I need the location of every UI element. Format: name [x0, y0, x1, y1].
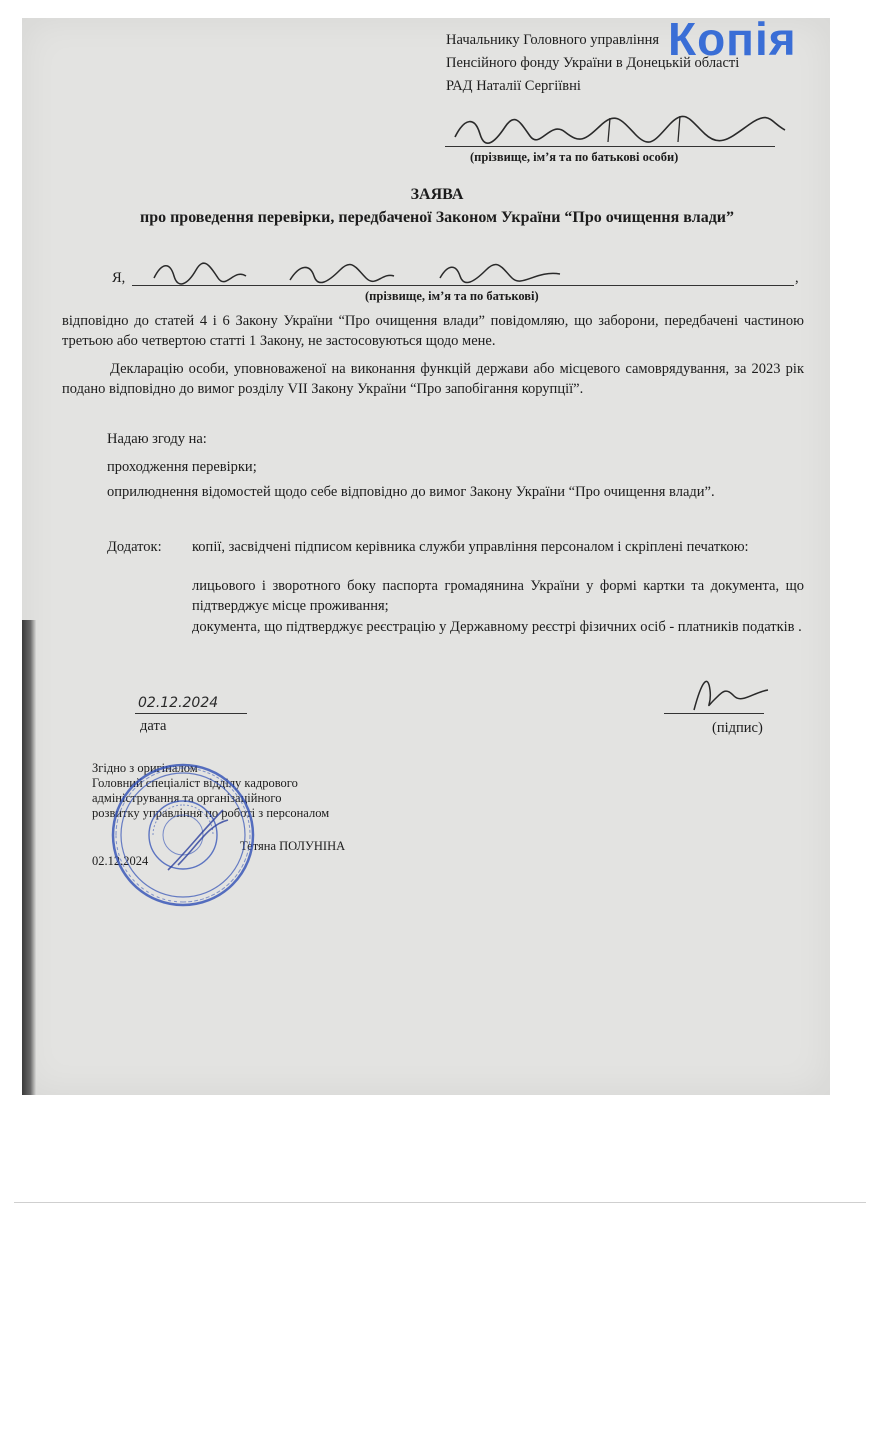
attachment-item-1: копії, засвідчені підписом керівника служби управління персоналом і скріплені печаткою: [192, 539, 749, 555]
name-caption: (прізвище, ім’я та по батькові) [365, 289, 539, 303]
addressee-line-2: Пенсійного фонду України в Донецькій області [446, 55, 740, 71]
certification-line-4: розвитку управління по роботі з персоналом [92, 806, 330, 820]
addressee-line-1: Начальнику Головного управління [446, 32, 660, 48]
handwritten-name-top [450, 112, 790, 150]
official-seal [108, 760, 258, 910]
certification-line-2: Головний спеціаліст відділу кадрового [92, 776, 298, 790]
certification-line-1: Згідно з оригіналом [92, 761, 198, 775]
consent-heading: Надаю згоду на: [107, 431, 207, 447]
date-underline [135, 713, 247, 714]
certification-line-3: адміністрування та організаційного [92, 791, 282, 805]
scan-shadow-edge [22, 620, 36, 1095]
paragraph-1: відповідно до статей 4 і 6 Закону України “Про очищення влади” повідомляю, що заборони, передбачені частиною третьою або четвертою статті 1 Закону, не застосовуються щодо мене. [62, 313, 804, 349]
certification-date: 02.12.2024 [92, 854, 149, 868]
page-divider [14, 1202, 866, 1203]
handwritten-name [150, 258, 570, 288]
attachment-label: Додаток: [107, 539, 162, 555]
certification-signer: Тетяна ПОЛУНІНА [240, 839, 346, 853]
attachment-item-3: документа, що підтверджує реєстрацію у Державному реєстрі фізичних осіб - платників податків . [192, 619, 802, 635]
signature-caption: (підпис) [712, 720, 763, 736]
date-caption: дата [140, 718, 167, 734]
copy-stamp: Копія [668, 13, 797, 65]
signature-underline [664, 713, 764, 714]
document-title: ЗАЯВА [410, 186, 464, 203]
name-suffix: , [795, 270, 799, 286]
signature-caption-top: (прізвище, ім’я та по батькові особи) [470, 150, 679, 164]
attachment-item-2: лицьового і зворотного боку паспорта громадянина України у формі картки та документа, що підтверджує місце проживання; [192, 578, 804, 614]
paragraph-2: Декларацію особи, уповноваженої на виконання функцій держави або місцевого самоврядування, за 2023 рік подано відповідно до вимог розділу VII Закону України “Про запобігання корупції”. [62, 361, 804, 397]
signature [664, 670, 774, 716]
addressee-line-3: РАД Наталії Сергіївні [446, 78, 581, 94]
consent-item-1: проходження перевірки; [107, 459, 257, 475]
date-handwritten: 02.12.2024 [138, 695, 219, 711]
name-prefix: Я, [112, 270, 126, 286]
consent-item-2: оприлюднення відомостей щодо себе відповідно до вимог Закону України “Про очищення влади”. [107, 484, 715, 500]
document-subtitle: про проведення перевірки, передбаченої Законом України “Про очищення влади” [139, 209, 735, 226]
